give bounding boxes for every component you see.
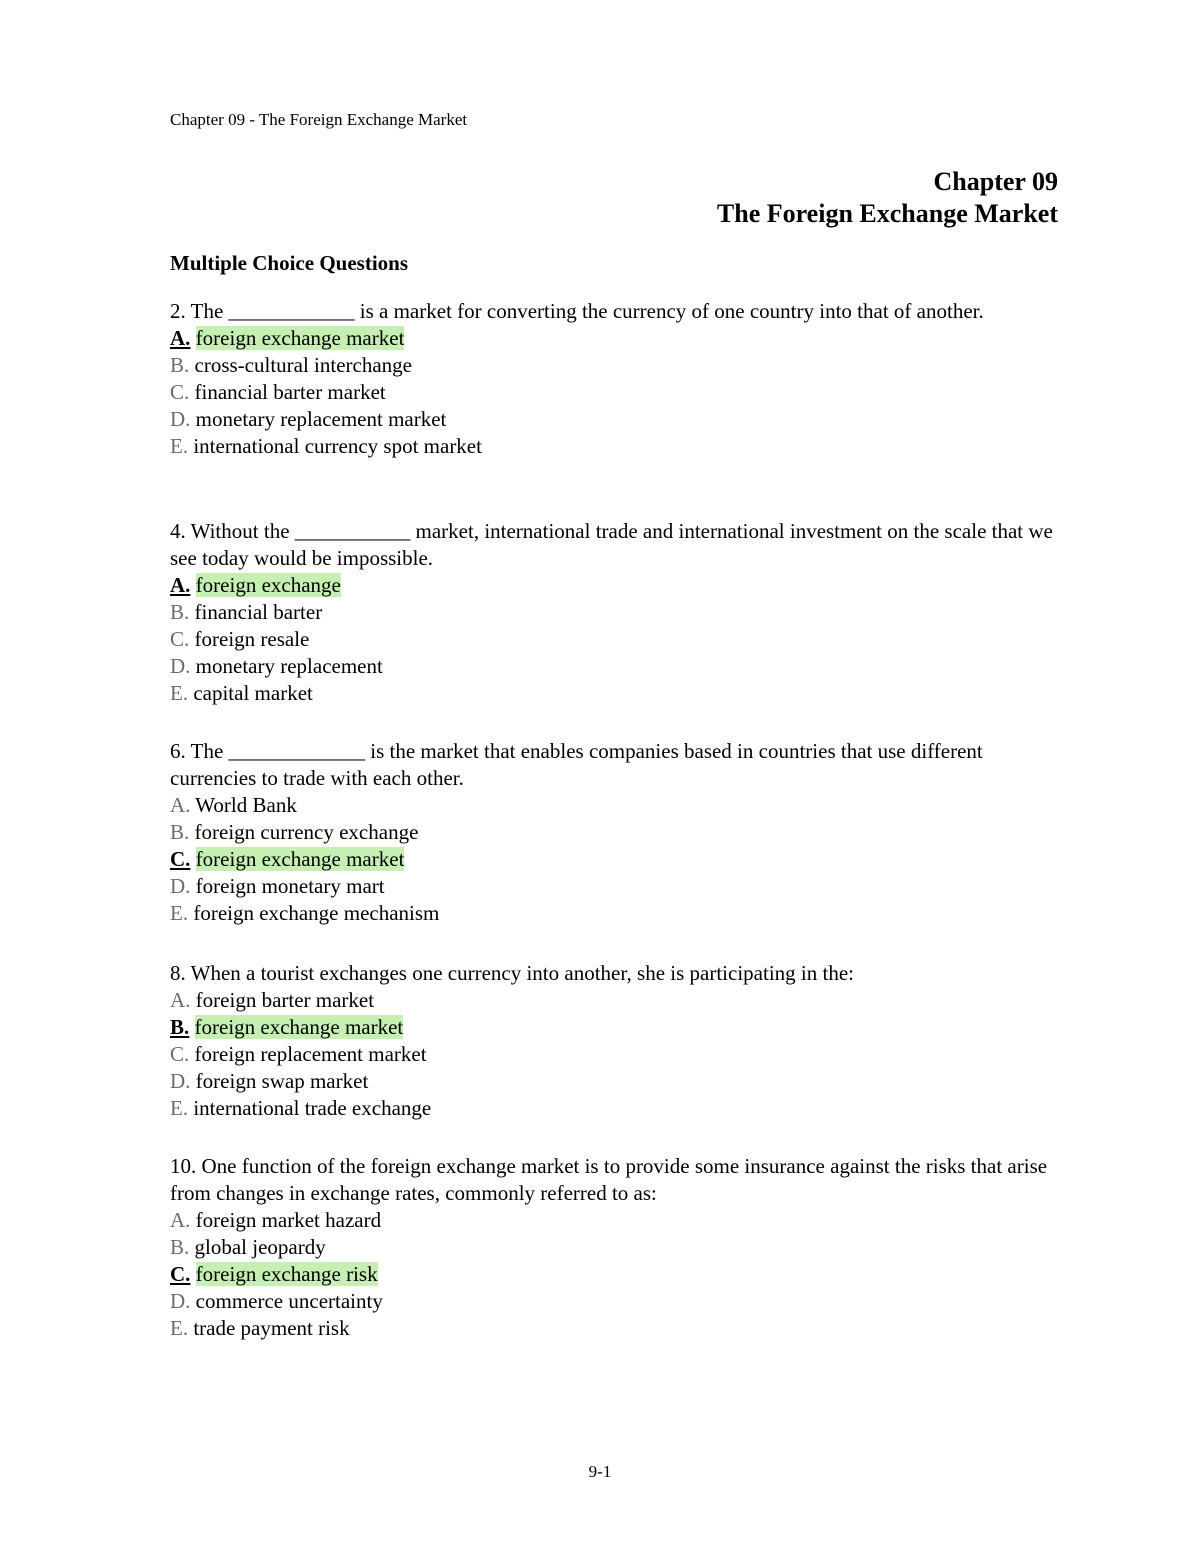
choice-letter: E. [170,1096,189,1120]
question-block [170,298,1060,460]
choice-letter: D. [170,1069,191,1093]
choice-letter: B. [170,820,190,844]
choice-text: World Bank [195,793,297,817]
choice-text: foreign barter market [195,988,375,1012]
choice-text: foreign replacement market [194,1042,427,1066]
chapter-number: Chapter 09 [933,167,1058,196]
answer-choice [170,900,1060,927]
choice-text: foreign exchange market [195,847,405,871]
choice-text: foreign exchange [195,573,341,597]
choice-text: foreign currency exchange [194,820,419,844]
choice-letter: C. [170,627,190,651]
answer-choice [170,1041,1060,1068]
answer-choice [170,792,1060,819]
question-stem: 8. When a tourist exchanges one currency into another, she is participating in the: [170,961,854,985]
choice-letter: B. [170,1235,190,1259]
choice-letter: E. [170,1316,189,1340]
choice-text: foreign monetary mart [195,874,385,898]
answer-choice [170,680,1060,707]
answer-choice [170,599,1060,626]
answer-choice [170,433,1060,460]
choice-letter: D. [170,1289,191,1313]
answer-choice [170,819,1060,846]
choice-text: capital market [193,681,313,705]
choice-letter: D. [170,407,191,431]
correct-answer-choice [170,325,1060,352]
choice-text: trade payment risk [193,1316,350,1340]
choice-text: foreign resale [194,627,310,651]
correct-answer-choice [170,1261,1060,1288]
choice-text: financial barter [194,600,323,624]
correct-answer-choice [170,846,1060,873]
choice-letter: C. [170,847,191,871]
choice-letter: A. [170,326,191,350]
choice-letter: D. [170,654,191,678]
question-block [170,1153,1060,1342]
choice-text: international trade exchange [193,1096,432,1120]
question-stem: 6. The _____________ is the market that enables companies based in countries that use different currencies to trade with each other. [170,739,983,790]
choice-letter: C. [170,1262,191,1286]
choice-letter: E. [170,901,189,925]
chapter-name: The Foreign Exchange Market [716,199,1058,228]
choice-letter: A. [170,1208,191,1232]
page-number: 9-1 [588,1462,612,1481]
choice-letter: A. [170,793,191,817]
choice-text: foreign swap market [195,1069,369,1093]
answer-choice [170,1315,1060,1342]
question-stem: 10. One function of the foreign exchange market is to provide some insurance against the risks that arise from changes in exchange rates, commonly referred to as: [170,1154,1048,1205]
choice-text: commerce uncertainty [195,1289,383,1313]
choice-letter: C. [170,380,190,404]
choice-letter: B. [170,1015,190,1039]
question-block [170,518,1060,707]
choice-text: monetary replacement [195,654,383,678]
section-heading: Multiple Choice Questions [170,251,409,275]
correct-answer-choice [170,1014,1060,1041]
choice-text: foreign exchange risk [195,1262,378,1286]
choice-text: monetary replacement market [195,407,447,431]
choice-text: foreign market hazard [195,1208,382,1232]
choice-text: global jeopardy [194,1235,326,1259]
choice-text: international currency spot market [193,434,482,458]
chapter-title [717,166,1058,230]
question-stem: 2. The ____________ is a market for converting the currency of one country into that of another. [170,299,984,323]
choice-letter: B. [170,600,190,624]
choice-letter: B. [170,353,190,377]
answer-choice [170,1288,1060,1315]
question-block [170,738,1060,927]
answer-choice [170,1068,1060,1095]
answer-choice [170,406,1060,433]
choice-letter: E. [170,434,189,458]
correct-answer-choice [170,572,1060,599]
choice-letter: C. [170,1042,190,1066]
running-header: Chapter 09 - The Foreign Exchange Market [170,110,468,129]
choice-text: foreign exchange market [195,326,405,350]
answer-choice [170,873,1060,900]
choice-letter: D. [170,874,191,898]
choice-letter: A. [170,573,191,597]
choice-text: foreign exchange mechanism [193,901,440,925]
question-block [170,960,1060,1122]
answer-choice [170,379,1060,406]
answer-choice [170,987,1060,1014]
choice-letter: E. [170,681,189,705]
answer-choice [170,653,1060,680]
choice-text: foreign exchange market [194,1015,404,1039]
answer-choice [170,352,1060,379]
choice-letter: A. [170,988,191,1012]
question-stem: 4. Without the ___________ market, international trade and international investment on the scale that we see today would be impossible. [170,519,1053,570]
answer-choice [170,626,1060,653]
choice-text: cross-cultural interchange [194,353,413,377]
choice-text: financial barter market [194,380,386,404]
answer-choice [170,1207,1060,1234]
answer-choice [170,1234,1060,1261]
answer-choice [170,1095,1060,1122]
